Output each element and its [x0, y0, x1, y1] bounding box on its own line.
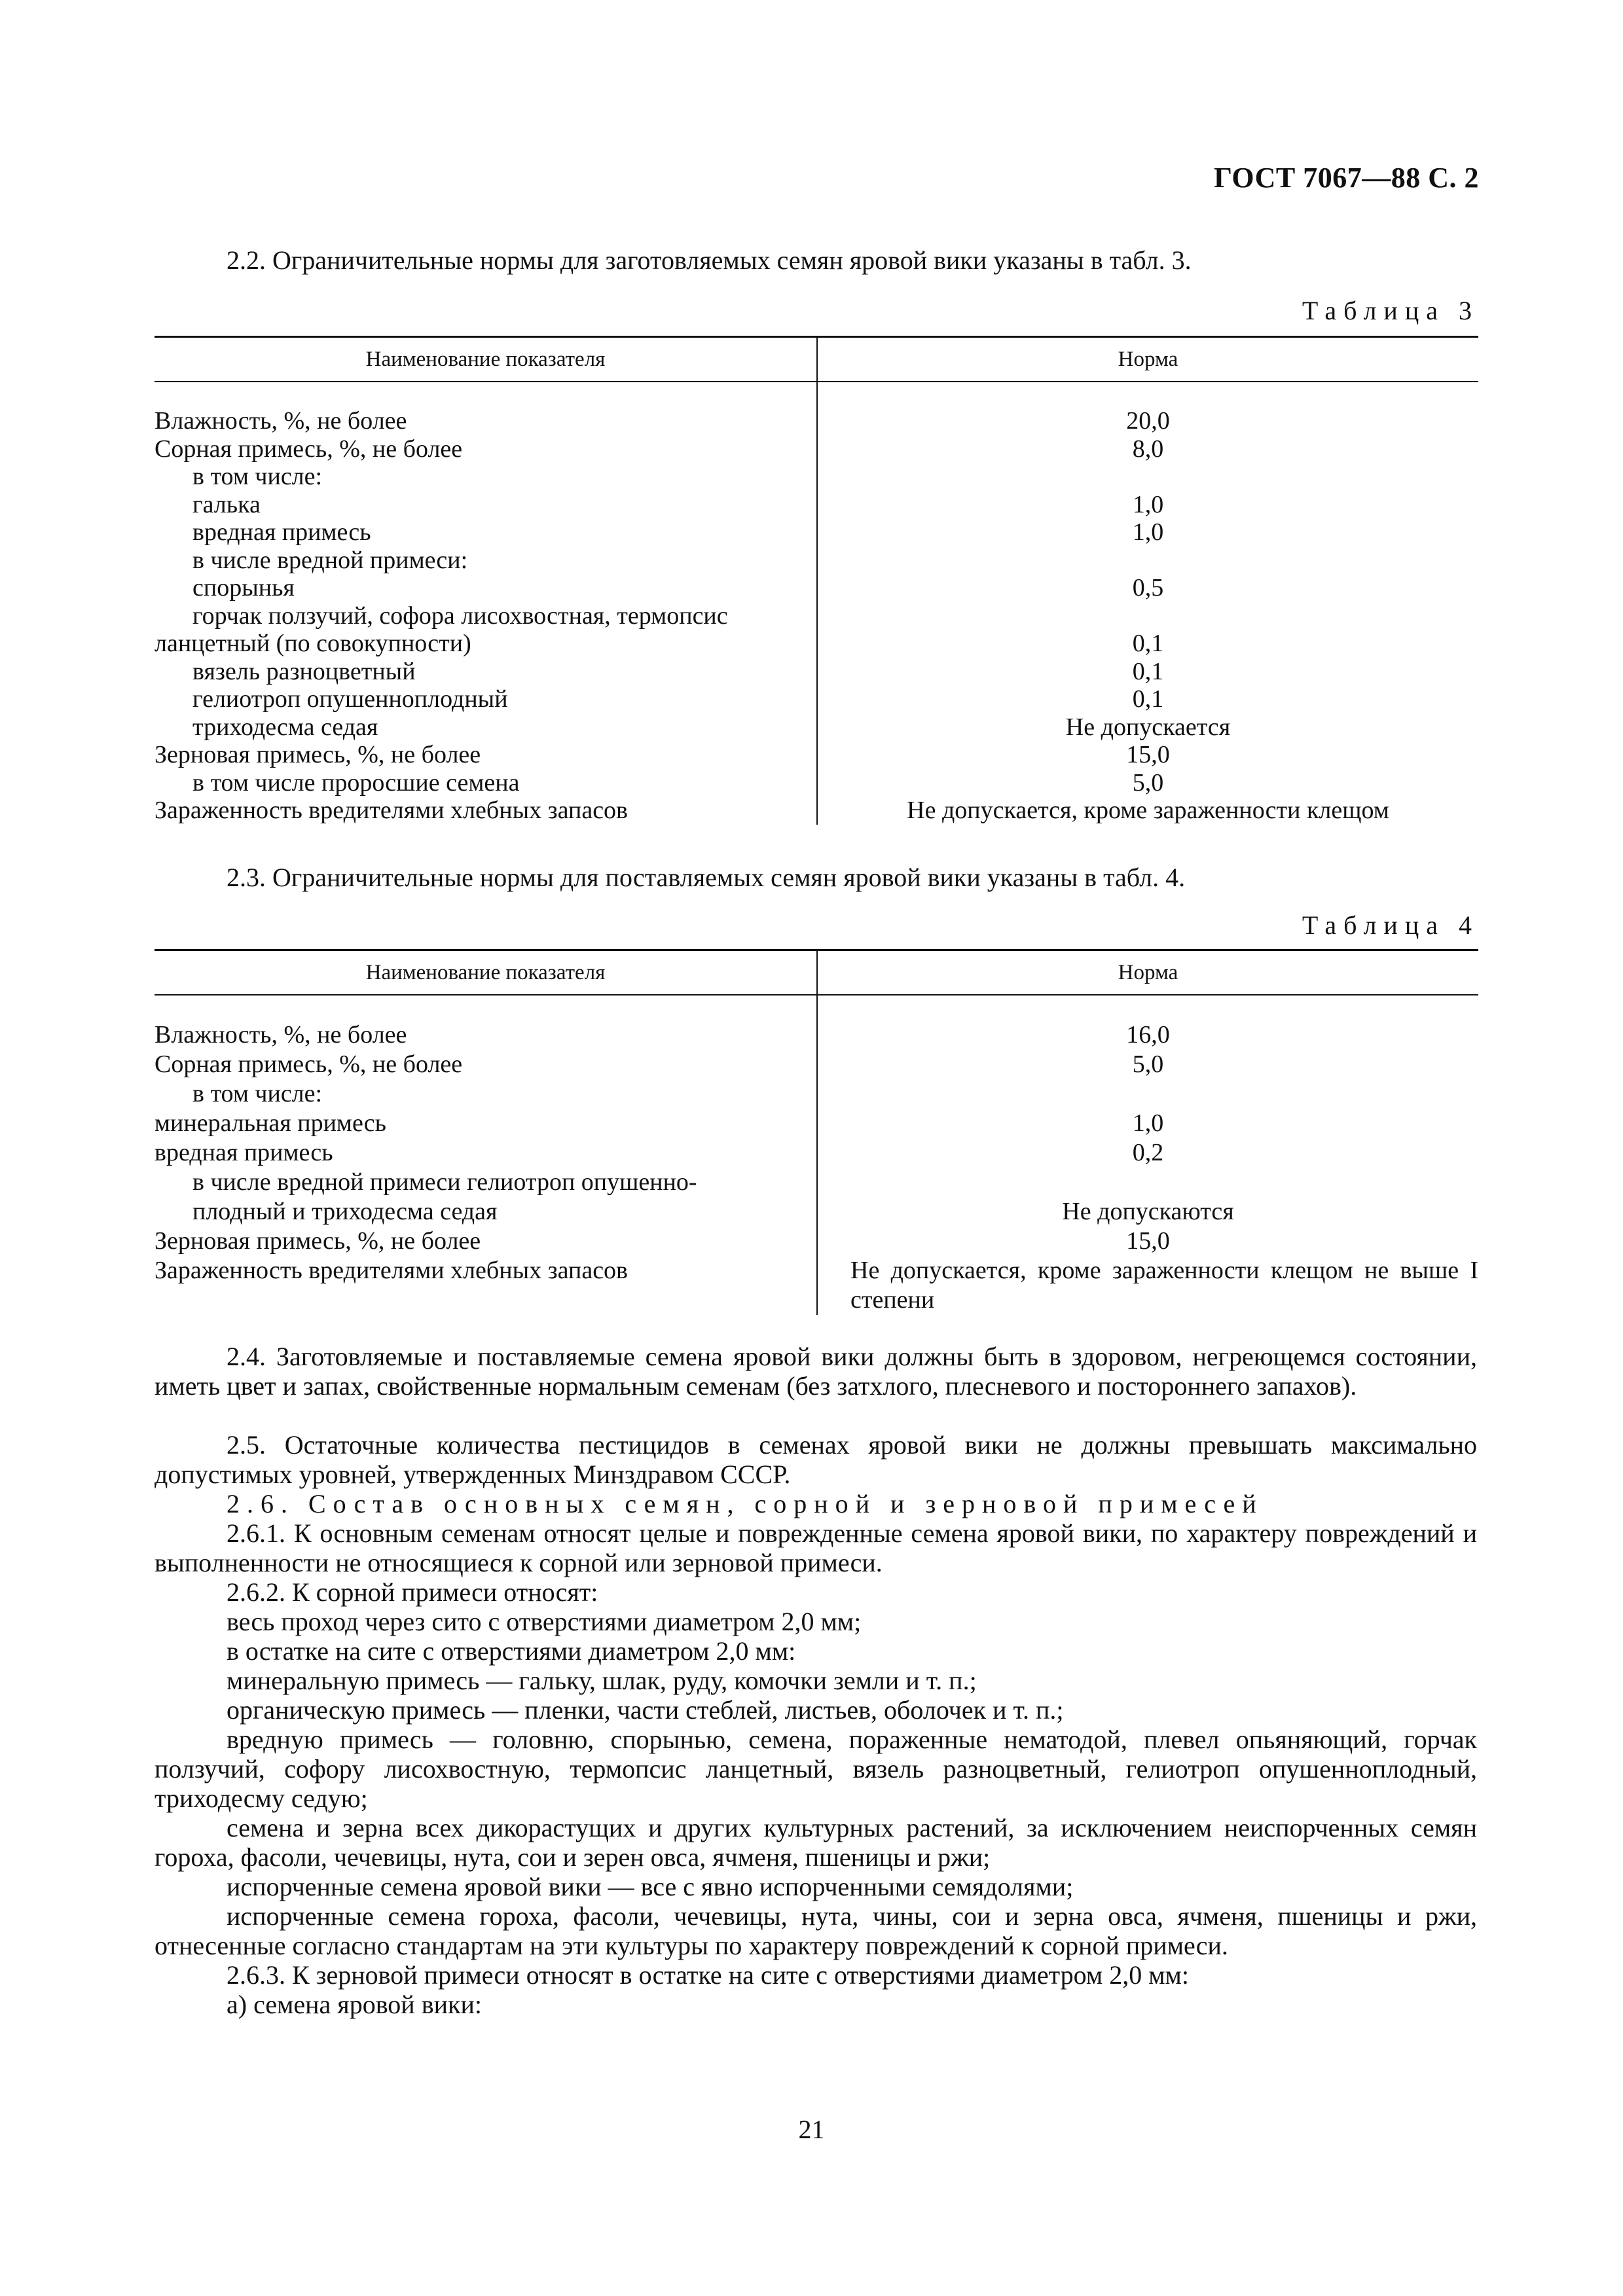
table-header-row: [155, 337, 1478, 382]
table-cell-name: Зараженность вредителями хлебных запасов: [155, 1257, 629, 1284]
table-row: [155, 630, 1478, 658]
table-3-label: Таблица 3: [1302, 296, 1479, 325]
table-row: [155, 518, 1478, 547]
table-cell-value: 0,1: [817, 658, 1478, 686]
table-row: [155, 491, 1478, 519]
table-row: [155, 547, 1478, 575]
table-cell-name: в числе вредной примеси:: [192, 546, 468, 574]
table-cell-name: Зараженность вредителями хлебных запасов: [155, 797, 629, 824]
table-cell-value: 1,0: [817, 491, 1478, 519]
table-row: [155, 1109, 1478, 1138]
table-row: [155, 407, 1478, 435]
column-header-norm: Норма: [817, 950, 1478, 996]
table-cell-value: Не допускаются: [817, 1197, 1478, 1227]
paragraph-2-6-2: 2.6.2. К сорной примеси относят:: [227, 1577, 598, 1607]
table-4: [155, 949, 1478, 1315]
table-3: [155, 336, 1478, 825]
table-row: [155, 741, 1478, 769]
table-row: [155, 574, 1478, 602]
table-row: [155, 1138, 1478, 1168]
table-row: [155, 463, 1478, 491]
table-cell-name: в том числе:: [192, 1080, 323, 1107]
paragraph-2-2: 2.2. Ограничительные нормы для заготовляемых семян яровой вики указаны в табл. 3.: [227, 245, 1192, 275]
table-cell-value: [817, 1168, 1478, 1197]
table-cell-name: Зерновая примесь, %, не более: [155, 741, 481, 768]
paragraph-other-seeds: семена и зерна всех дикорастущих и других культурных растений, за исключением неиспорченных семян гороха, фасоли, чечевицы, нута, сои и зерен овса, ячменя, пшеницы и ржи;: [155, 1813, 1477, 1872]
table-cell-name: вредная примесь: [155, 1139, 333, 1166]
paragraph-spoiled-vetch: испорченные семена яровой вики — все с явно испорченными семядолями;: [227, 1872, 1074, 1901]
table-row: [155, 1050, 1478, 1079]
paragraph-mineral-impurity: минеральную примесь — гальку, шлак, руду, комочки земли и т. п.;: [227, 1666, 977, 1695]
table-cell-name: спорынья: [192, 574, 295, 601]
table-row: [155, 1020, 1478, 1050]
paragraph-organic-impurity: органическую примесь — пленки, части стеблей, листьев, оболочек и т. п.;: [227, 1695, 1064, 1725]
paragraph-item-a: а) семена яровой вики:: [227, 1990, 482, 2019]
table-cell-name: минеральная примесь: [155, 1109, 386, 1137]
table-cell-value: 5,0: [817, 1050, 1478, 1079]
table-cell-value: 5,0: [817, 769, 1478, 797]
table-header-row: [155, 950, 1478, 996]
table-cell-value: Не допускается, кроме зараженности клещом: [817, 797, 1478, 825]
table-row: [155, 658, 1478, 686]
table-cell-name: гелиотроп опушенноплодный: [192, 685, 508, 713]
paragraph-sieve-pass: весь проход через сито с отверстиями диаметром 2,0 мм;: [227, 1607, 862, 1636]
table-cell-name: в том числе:: [192, 463, 323, 490]
table-row: [155, 1227, 1478, 1256]
table-cell-value: 1,0: [817, 1109, 1478, 1138]
table-cell-name: ланцетный (по совокупности): [155, 630, 471, 657]
table-cell-name: Зерновая примесь, %, не более: [155, 1227, 481, 1255]
table-spacer-row: [155, 382, 1478, 407]
table-row: [155, 685, 1478, 713]
table-cell-value: [817, 1079, 1478, 1109]
table-cell-name: Сорная примесь, %, не более: [155, 1050, 463, 1078]
table-cell-value: 8,0: [817, 435, 1478, 463]
table-cell-name: галька: [192, 490, 261, 518]
table-row: [155, 435, 1478, 463]
paragraph-harmful-impurity: вредную примесь — головню, спорынью, семена, пораженные нематодой, плевел опьяняющий, горчак ползучий, софору лисохвостную, термопсис ланцетный, вязель разноцветный, гелиотроп опушенноплодный, триходесму седую;: [155, 1725, 1477, 1813]
table-cell-value: Не допускается: [817, 713, 1478, 742]
table-cell-name: в числе вредной примеси гелиотроп опушенно-: [192, 1168, 697, 1196]
table-cell-value: 0,1: [817, 630, 1478, 658]
table-row: [155, 797, 1478, 825]
paragraph-2-4: 2.4. Заготовляемые и поставляемые семена яровой вики должны быть в здоровом, негреющемся состоянии, иметь цвет и запах, свойственные нормальным семенам (без затхлого, плесневого и постороннего запахов).: [155, 1342, 1477, 1401]
column-header-name: Наименование показателя: [155, 950, 817, 996]
table-row: [155, 769, 1478, 797]
column-header-name: Наименование показателя: [155, 337, 817, 382]
table-cell-name: в том числе проросшие семена: [192, 768, 520, 797]
table-cell-value: 15,0: [817, 1227, 1478, 1256]
table-cell-value: [817, 547, 1478, 575]
table-cell-name: Сорная примесь, %, не более: [155, 435, 463, 463]
table-cell-name: Влажность, %, не более: [155, 407, 407, 435]
table-row: [155, 1079, 1478, 1109]
section-heading-2-6: 2.6. Состав основных семян, сорной и зерновой примесей: [227, 1489, 1264, 1518]
table-cell-value: 16,0: [817, 1020, 1478, 1050]
table-cell-name: вредная примесь: [192, 518, 371, 546]
table-cell-value: 0,5: [817, 574, 1478, 602]
table-cell-value: 1,0: [817, 518, 1478, 547]
table-4-label: Таблица 4: [1302, 910, 1479, 940]
table-row: [155, 1168, 1478, 1197]
table-cell-value: 0,1: [817, 685, 1478, 713]
table-row: [155, 1197, 1478, 1227]
table-row: [155, 713, 1478, 742]
paragraph-sieve-residue: в остатке на сите с отверстиями диаметром 2,0 мм:: [227, 1636, 796, 1666]
table-cell-value: [817, 463, 1478, 491]
paragraph-spoiled-other: испорченные семена гороха, фасоли, чечевицы, нута, чины, сои и зерна овса, ячменя, пшеницы и ржи, отнесенные согласно стандартам на эти культуры по характеру повреждений к сорной примеси.: [155, 1901, 1477, 1960]
table-cell-value: Не допускается, кроме зараженности клещом не выше I степени: [817, 1256, 1478, 1315]
table-cell-name: горчак ползучий, софора лисохвостная, термопсис: [192, 601, 728, 630]
page-header: ГОСТ 7067—88 С. 2: [1213, 162, 1479, 194]
table-cell-name: Влажность, %, не более: [155, 1021, 407, 1049]
table-cell-value: 0,2: [817, 1138, 1478, 1168]
table-cell-name: плодный и триходесма седая: [192, 1198, 498, 1225]
column-header-norm: Норма: [817, 337, 1478, 382]
table-spacer-row: [155, 995, 1478, 1020]
table-cell-name: вязель разноцветный: [192, 657, 416, 685]
paragraph-2-3: 2.3. Ограничительные нормы для поставляемых семян яровой вики указаны в табл. 4.: [227, 863, 1186, 892]
table-cell-value: 20,0: [817, 407, 1478, 435]
paragraph-2-5: 2.5. Остаточные количества пестицидов в семенах яровой вики не должны превышать максимально допустимых уровней, утвержденных Минздравом СССР.: [155, 1430, 1477, 1489]
table-row: [155, 602, 1478, 630]
table-cell-name: триходесма седая: [192, 713, 378, 741]
paragraph-2-6-1: 2.6.1. К основным семенам относят целые и поврежденные семена яровой вики, по характеру повреждений и выполненности не относящиеся к сорной или зерновой примеси.: [155, 1518, 1477, 1577]
table-row: [155, 1256, 1478, 1315]
page-number: 21: [798, 2115, 825, 2144]
table-cell-value: [817, 602, 1478, 630]
table-cell-value: 15,0: [817, 741, 1478, 769]
paragraph-2-6-3: 2.6.3. К зерновой примеси относят в остатке на сите с отверстиями диаметром 2,0 мм:: [227, 1960, 1189, 1990]
